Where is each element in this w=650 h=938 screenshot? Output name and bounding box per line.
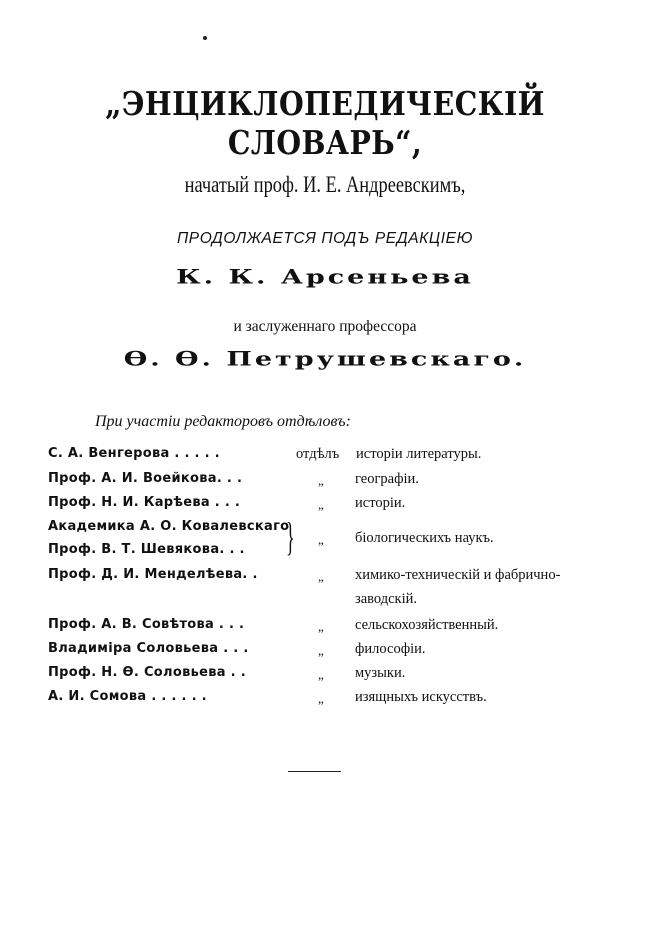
ditto-mark: „ — [318, 667, 324, 682]
right-brace-icon: } — [286, 514, 295, 559]
editor-name: Проф. Д. И. Менделѣева. . — [48, 567, 258, 582]
founder-line: начатый проф. И. Е. Андреевскимъ, — [184, 172, 466, 197]
department-name: заводскій. — [355, 591, 418, 607]
ditto-mark: „ — [318, 619, 324, 634]
honoured-professor-label: и заслуженнаго профессора — [233, 318, 417, 335]
ink-dot — [203, 36, 207, 40]
editor-name: С. А. Венгерова . . . . . — [48, 446, 220, 461]
department-name: химико-техническій и фабрично- — [355, 567, 561, 583]
department-continuation — [0, 591, 650, 613]
ditto-mark: „ — [318, 473, 324, 488]
chief-editor-name: К. К. Арсеньева — [176, 266, 474, 289]
editor-row — [0, 471, 650, 493]
editor-row — [0, 446, 650, 468]
department-name: изящныхъ искусствъ. — [355, 689, 487, 705]
editor-row — [0, 641, 650, 663]
continued-under-editorship: ПРОДОЛЖАЕТСЯ ПОДЪ РЕДАКЦІЕЮ — [176, 230, 474, 247]
editor-name: Проф. Н. И. Карѣева . . . — [48, 495, 241, 510]
department-name: музыки. — [355, 665, 406, 681]
department-name: сельскохозяйственный. — [355, 617, 499, 633]
editor-row — [0, 567, 650, 589]
department-name: біологическихъ наукъ. — [355, 530, 494, 546]
department-name: географіи. — [355, 471, 419, 487]
department-name: философіи. — [355, 641, 426, 657]
editor-name: Проф. А. И. Воейкова. . . — [48, 471, 243, 486]
editor-name: Владиміра Соловьева . . . — [48, 641, 249, 656]
closing-rule — [288, 771, 341, 772]
dept-word: отдѣлъ — [296, 446, 340, 462]
dictionary-title: „ЭНЦИКЛОПЕДИЧЕСКІЙ СЛОВАРЬ“, — [105, 84, 545, 162]
ditto-mark: „ — [318, 569, 324, 584]
professor-name: Ѳ. Ѳ. Петрушевскаго. — [123, 348, 527, 371]
ditto-mark: „ — [318, 497, 324, 512]
editor-row — [0, 665, 650, 687]
editor-name: Проф. В. Т. Шевякова. . . — [48, 542, 245, 557]
ditto-mark: „ — [318, 643, 324, 658]
ditto-mark: „ — [318, 691, 324, 706]
editor-name: Проф. А. В. Совѣтова . . . — [48, 617, 245, 632]
department-name: исторіи. — [355, 495, 406, 511]
editor-row — [0, 495, 650, 517]
editor-name: Проф. Н. Ѳ. Соловьева . . — [48, 665, 246, 680]
participation-heading: При участіи редакторовъ отдѣловъ: — [95, 413, 351, 430]
editor-name: Академика А. О. Ковалевскаго — [48, 519, 290, 534]
editor-row — [0, 689, 650, 711]
shared-department-row — [0, 530, 650, 552]
editor-name: А. И. Сомова . . . . . . — [48, 689, 207, 704]
editor-row — [0, 617, 650, 639]
department-name: исторіи литературы. — [356, 446, 482, 462]
ditto-mark: „ — [318, 532, 324, 547]
